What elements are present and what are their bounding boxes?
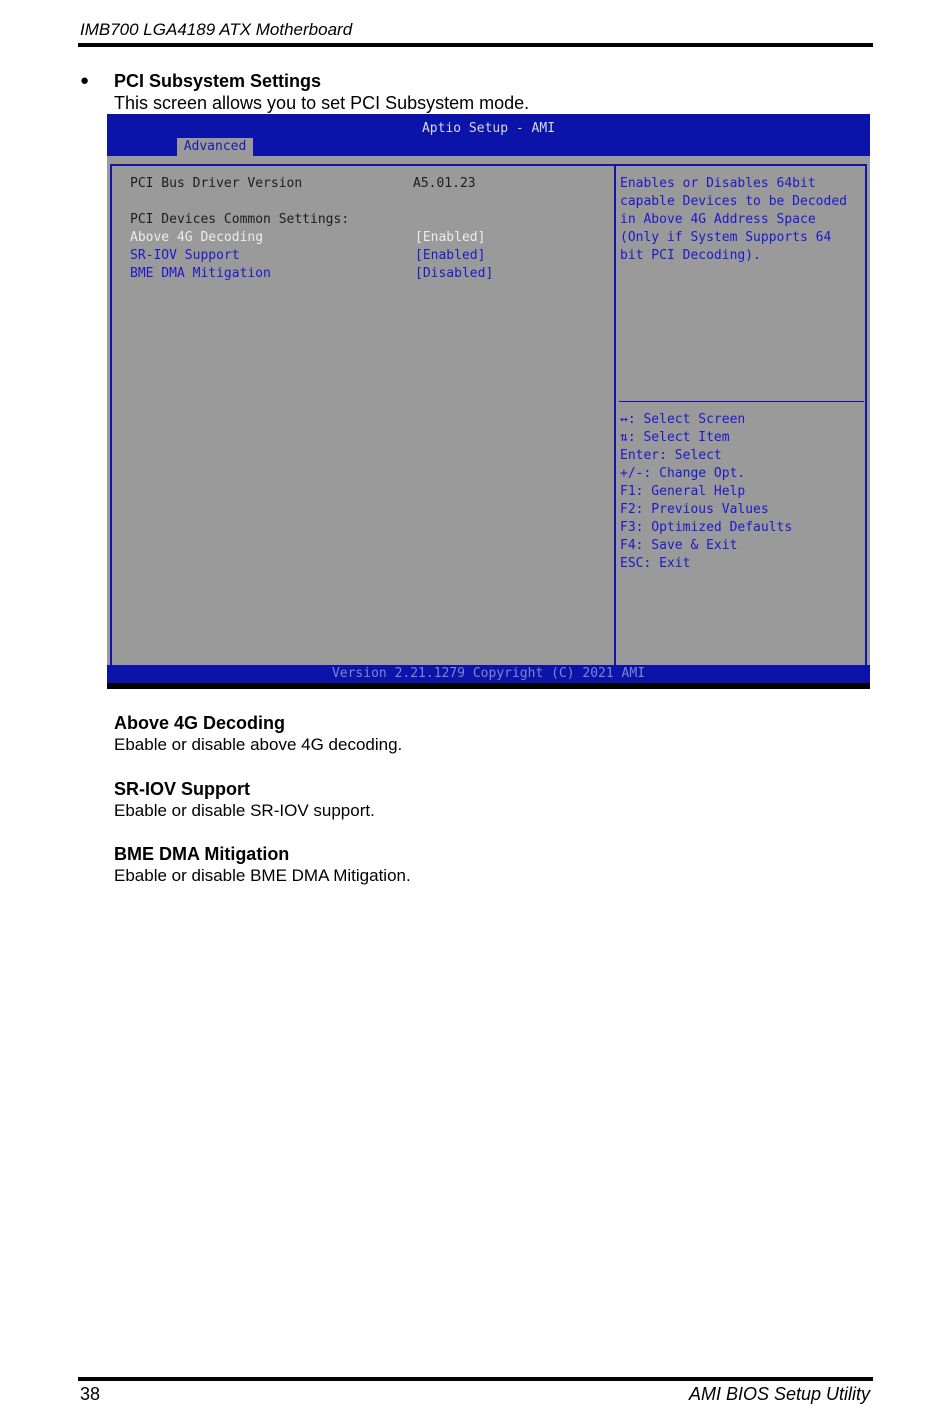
key-help-optimized-defaults: F3: Optimized Defaults <box>620 520 793 535</box>
bios-bottom-edge <box>107 683 870 689</box>
bios-panel-divider <box>614 164 616 689</box>
help-text-line: bit PCI Decoding). <box>620 248 761 263</box>
key-help-save-exit: F4: Save & Exit <box>620 538 738 553</box>
pci-bus-driver-version-value: A5.01.23 <box>413 176 476 191</box>
help-text-line: in Above 4G Address Space <box>620 212 816 227</box>
sr-iov-support-value[interactable]: [Enabled] <box>415 248 486 263</box>
page-number: 38 <box>80 1384 101 1404</box>
key-help-general-help: F1: General Help <box>620 484 746 499</box>
key-help-previous-values: F2: Previous Values <box>620 502 769 517</box>
bios-help-divider <box>619 401 864 402</box>
section-title: PCI Subsystem Settings <box>114 71 322 91</box>
sr-iov-support-description: Ebable or disable SR-IOV support. <box>114 801 375 820</box>
pci-devices-common-settings-label: PCI Devices Common Settings: <box>130 212 350 227</box>
help-text-line: Enables or Disables 64bit <box>620 176 816 191</box>
key-help-esc-exit: ESC: Exit <box>620 556 691 571</box>
bios-version: Version 2.21.1279 Copyright (C) 2021 AMI <box>331 666 646 681</box>
above-4g-decoding-item[interactable]: Above 4G Decoding <box>130 230 264 245</box>
bios-screenshot <box>107 114 870 689</box>
header-rule <box>78 43 873 47</box>
key-help-change-opt: +/-: Change Opt. <box>620 466 746 481</box>
help-text-line: (Only if System Supports 64 <box>620 230 832 245</box>
bme-dma-mitigation-description: Ebable or disable BME DMA Mitigation. <box>114 866 411 885</box>
bme-dma-mitigation-value[interactable]: [Disabled] <box>415 266 494 281</box>
footer-title: AMI BIOS Setup Utility <box>688 1384 870 1404</box>
sr-iov-support-heading: SR-IOV Support <box>114 779 250 799</box>
page-header-title: IMB700 LGA4189 ATX Motherboard <box>80 20 353 39</box>
key-help-enter: Enter: Select <box>620 448 722 463</box>
bme-dma-mitigation-item[interactable]: BME DMA Mitigation <box>130 266 271 281</box>
sr-iov-support-item[interactable]: SR-IOV Support <box>130 248 240 263</box>
section-description: This screen allows you to set PCI Subsystem mode. <box>114 93 530 113</box>
key-help-select-screen: ↔: Select Screen <box>620 412 746 427</box>
bullet-icon: ● <box>80 72 90 89</box>
above-4g-decoding-description: Ebable or disable above 4G decoding. <box>114 735 403 754</box>
key-help-select-item: ⇅: Select Item <box>620 430 730 445</box>
bios-title: Aptio Setup - AMI <box>421 121 556 136</box>
bme-dma-mitigation-heading: BME DMA Mitigation <box>114 844 290 864</box>
pci-bus-driver-version-label: PCI Bus Driver Version <box>130 176 303 191</box>
above-4g-decoding-value[interactable]: [Enabled] <box>415 230 486 245</box>
help-text-line: capable Devices to be Decoded <box>620 194 847 209</box>
above-4g-decoding-heading: Above 4G Decoding <box>114 713 286 733</box>
tab-advanced[interactable]: Advanced <box>177 138 253 156</box>
footer-rule <box>78 1377 873 1381</box>
